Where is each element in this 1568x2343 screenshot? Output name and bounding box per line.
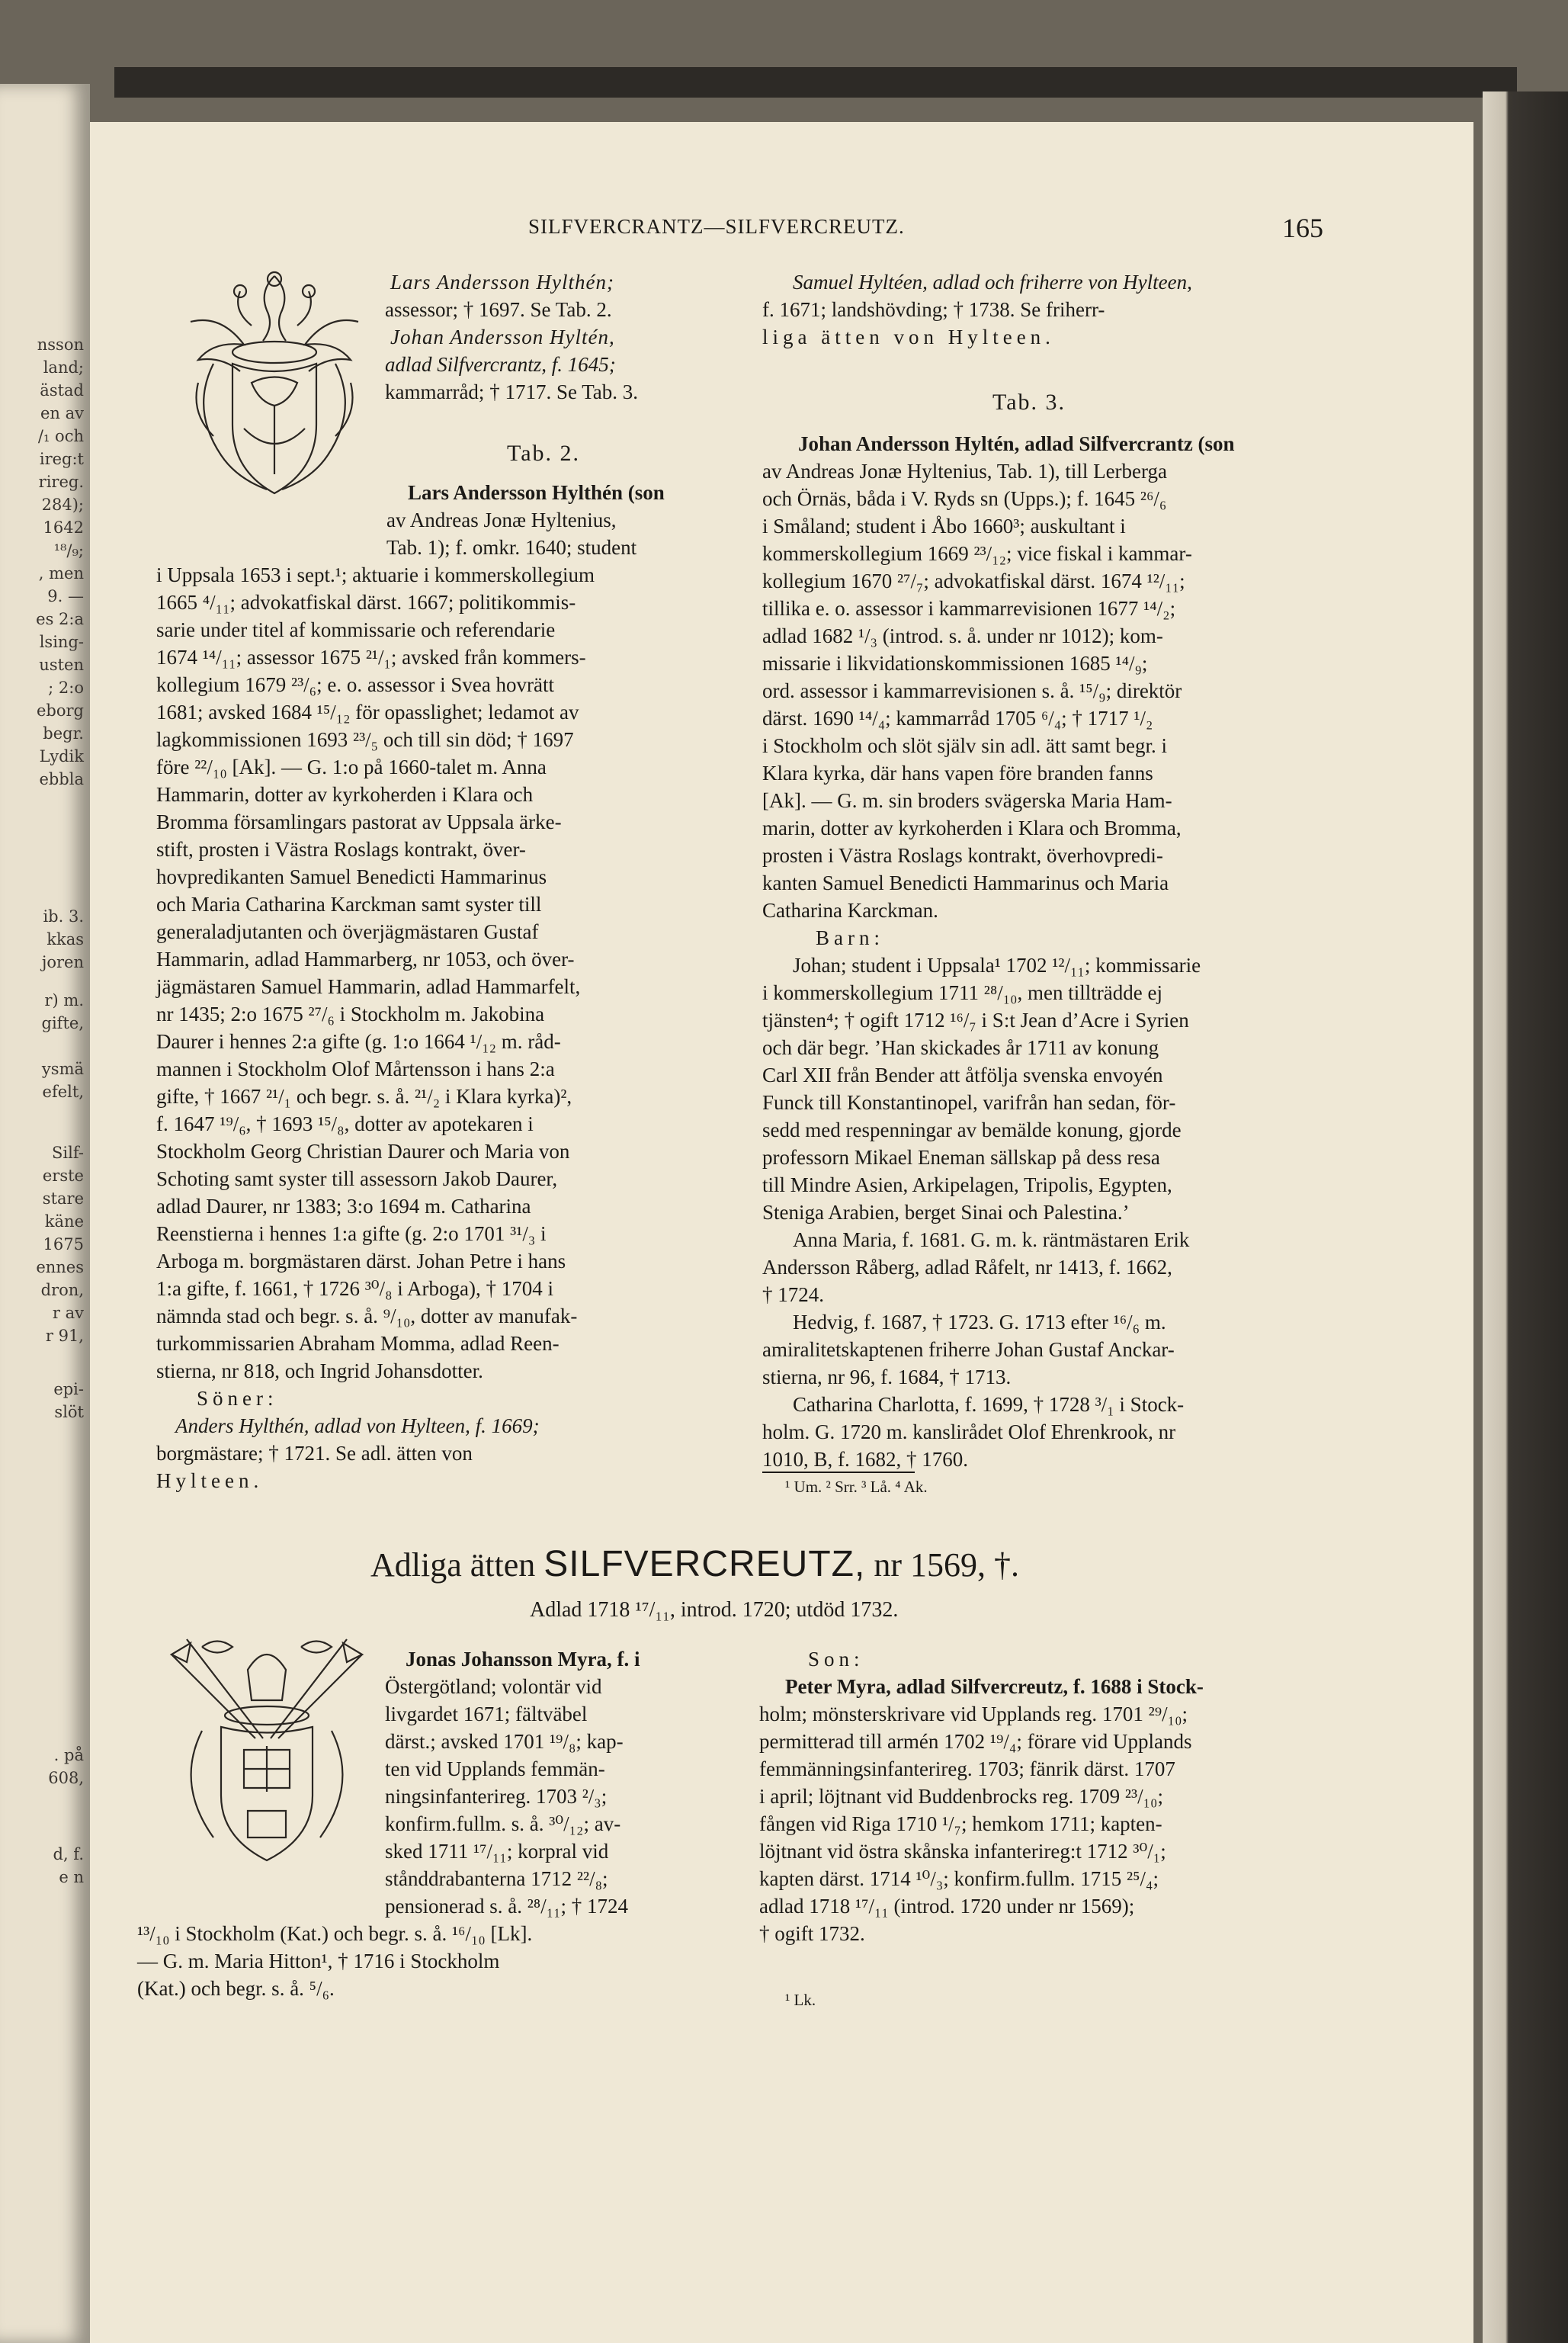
body-line: fången vid Riga 1710 ¹/₇; hemkom 1711; kapten- (759, 1812, 1162, 1835)
body-line: i april; löjtnant vid Buddenbrocks reg. 1709 ²³/₁₀; (759, 1785, 1163, 1808)
body-line: Schoting samt syster till assessorn Jakob Daurer, (156, 1167, 558, 1190)
barn-line: Steniga Arabien, berget Sinai och Palestina.’ (762, 1201, 1130, 1224)
margin-fragment: Silf- (52, 1144, 84, 1162)
margin-fragment: 1642 (43, 518, 84, 537)
footnote: ¹ Lk. (785, 1991, 816, 2009)
body-line: prosten i Västra Roslags kontrakt, överhovpredi- (762, 844, 1163, 867)
body-line: Lars Andersson Hylthén (son (408, 481, 665, 504)
margin-fragment: ib. 3. (43, 907, 84, 926)
section-title (370, 1543, 1019, 1585)
running-title: SILFVERCRANTZ—SILFVERCREUTZ. (528, 215, 905, 238)
margin-fragment: ¹⁸/₉; (53, 541, 84, 560)
body-line: ord. assessor i kammarrevisionen s. å. ¹⁵/₉; direktör (762, 679, 1182, 702)
body-line: därst.; avsked 1701 ¹⁹/₈; kap- (385, 1730, 624, 1753)
section-prefix: Adliga ätten (370, 1546, 536, 1584)
barn-line: Andersson Råberg, adlad Råfelt, nr 1413, f. 1662, (762, 1256, 1172, 1279)
body-line: Hammarin, adlad Hammarberg, nr 1053, och över- (156, 948, 575, 971)
body-line: ten vid Upplands femmän- (385, 1757, 605, 1780)
body-line: ningsinfanterireg. 1703 ²/₃; (385, 1785, 608, 1808)
body-line: f. 1647 ¹⁹/₆, † 1693 ¹⁵/₈, dotter av apotekaren i (156, 1112, 534, 1135)
barn-line: sedd med respenningar av bemälde konung, gjorde (762, 1119, 1182, 1141)
barn-line: † 1724. (762, 1283, 824, 1306)
body-line: av Andreas Jonæ Hyltenius, Tab. 1), till Lerberga (762, 460, 1168, 483)
body-line: adlad Daurer, nr 1383; 3:o 1694 m. Catharina (156, 1195, 531, 1218)
body-line: holm; mönsterskrivare vid Upplands reg. 1701 ²⁹/₁₀; (759, 1703, 1188, 1725)
facing-page-edge (0, 84, 90, 2343)
body-line: Tab. 1); f. omkr. 1640; student (386, 536, 637, 559)
barn-line: i kommerskollegium 1711 ²⁸/₁₀, men tillträdde ej (762, 981, 1162, 1004)
body-line: † ogift 1732. (759, 1922, 865, 1945)
barn-line: 1010, B, f. 1682, † 1760. (762, 1448, 968, 1471)
margin-fragment: e n (59, 1868, 84, 1886)
soner-line: Hylteen. (156, 1469, 264, 1492)
body-line: kommerskollegium 1669 ²³/₁₂; vice fiskal i kammar- (762, 542, 1192, 565)
margin-fragment: 284); (41, 496, 84, 514)
body-line: nämnda stad och begr. s. å. ⁹/₁₀, dotter av manufak- (156, 1305, 578, 1327)
body-line: turkommissarien Abraham Momma, adlad Reen- (156, 1332, 560, 1355)
margin-fragment: 9. — (47, 587, 84, 605)
barn-line: Catharina Charlotta, f. 1699, † 1728 ³/₁ i Stock- (793, 1393, 1185, 1416)
book-cover-top (114, 67, 1517, 98)
body-line: Stockholm Georg Christian Daurer och Maria von (156, 1140, 570, 1163)
barn-line: professorn Mikael Eneman sällskap på dess resa (762, 1146, 1160, 1169)
body-line: Peter Myra, adlad Silfvercreutz, f. 1688 i Stock- (785, 1675, 1204, 1698)
margin-fragment: , men (38, 564, 84, 583)
margin-fragment: gifte, (41, 1014, 84, 1032)
soner-line: borgmästare; † 1721. Se adl. ätten von (156, 1442, 473, 1465)
body-line: lagkommissionen 1693 ²³/₅ och till sin död; † 1697 (156, 728, 574, 751)
margin-fragment: 608, (48, 1769, 84, 1787)
barn-heading: Barn: (816, 926, 884, 949)
margin-fragment: eborg (37, 701, 84, 720)
body-line: i Stockholm och slöt själv sin adl. ätt samt begr. i (762, 734, 1167, 757)
margin-fragment: begr. (43, 724, 84, 743)
body-line: före ²²/₁₀ [Ak]. — G. 1:o på 1660-talet m. Anna (156, 756, 547, 778)
section-suffix: nr 1569, †. (874, 1546, 1019, 1584)
body-line: Reenstierna i hennes 1:a gifte (g. 2:o 1701 ³¹/₃ i (156, 1222, 547, 1245)
body-line: Arboga m. borgmästaren därst. Johan Petre i hans (156, 1250, 566, 1273)
soner-heading: Söner: (197, 1387, 278, 1410)
body-line: 1681; avsked 1684 ¹⁵/₁₂ för opasslighet; ledamot av (156, 701, 579, 724)
tab-heading: Tab. 2. (507, 441, 581, 466)
barn-line: och där begr. ’Han skickades år 1711 av konung (762, 1036, 1159, 1059)
body-line: adlad 1718 ¹⁷/₁₁ (introd. 1720 under nr 1569); (759, 1895, 1135, 1918)
margin-fragment: usten (39, 656, 84, 674)
body-line: kollegium 1670 ²⁷/₇; advokatfiskal därst. 1674 ¹²/₁₁; (762, 570, 1185, 592)
margin-fragment: joren (41, 953, 84, 971)
body-line: löjtnant vid östra skånska infanterireg:t 1712 ³⁰/₁; (759, 1840, 1166, 1863)
margin-fragment: stare (42, 1189, 84, 1208)
body-line: stånddrabanterna 1712 ²²/₈; (385, 1867, 608, 1890)
intro-line: Johan Andersson Hyltén, (390, 326, 615, 348)
margin-fragment: kkas (46, 930, 84, 948)
coat-of-arms-silfvercrantz (168, 268, 381, 520)
body-line: nr 1435; 2:o 1675 ²⁷/₆ i Stockholm m. Jakobina (156, 1003, 545, 1025)
body-line: i Småland; student i Åbo 1660³; auskultant i (762, 515, 1126, 538)
barn-line: tjänsten⁴; † ogift 1712 ¹⁶/₇ i S:t Jean d’Acre i Syrien (762, 1009, 1189, 1032)
margin-fragment: 1675 (43, 1235, 84, 1253)
margin-fragment: rireg. (38, 473, 84, 491)
body-line: 1:a gifte, f. 1661, † 1726 ³⁰/₈ i Arboga), † 1704 i (156, 1277, 554, 1300)
margin-fragment: r 91, (45, 1327, 84, 1345)
margin-fragment: ; 2:o (48, 679, 84, 697)
footnote: ¹ Um. ² Srr. ³ Lå. ⁴ Ak. (785, 1478, 928, 1496)
margin-fragment: nsson (37, 335, 84, 354)
body-line: Johan Andersson Hyltén, adlad Silfvercrantz (son (798, 432, 1235, 455)
intro-line: Lars Andersson Hylthén; (390, 271, 615, 294)
intro-line: kammarråd; † 1717. Se Tab. 3. (385, 380, 639, 403)
body-line: och Maria Catharina Karckman samt syster till (156, 893, 542, 916)
section-subline: Adlad 1718 ¹⁷/₁₁, introd. 1720; utdöd 1732. (530, 1598, 899, 1622)
page-number: 165 (1282, 213, 1323, 243)
margin-fragment: /₁ och (37, 427, 84, 445)
margin-fragment: d, f. (53, 1845, 84, 1863)
body-line: Klara kyrka, där hans vapen före branden fanns (762, 762, 1153, 785)
margin-fragment: r av (52, 1304, 84, 1322)
coat-of-arms-silfvercreutz (156, 1624, 377, 1876)
body-line: konfirm.fullm. s. å. ³⁰/₁₂; av- (385, 1812, 621, 1835)
body-line: missarie i likvidationskommissionen 1685 ¹⁴/₉; (762, 652, 1148, 675)
body-line: marin, dotter av kyrkoherden i Klara och Bromma, (762, 817, 1182, 839)
margin-fragment: ästad (40, 381, 84, 400)
body-line: Catharina Karckman. (762, 899, 938, 922)
body-line: sked 1711 ¹⁷/₁₁; korpral vid (385, 1840, 609, 1863)
body-line: Bromma församlingars pastorat av Uppsala ärke- (156, 810, 562, 833)
barn-line: Hedvig, f. 1687, † 1723. G. 1713 efter ¹⁶/₆ m. (793, 1311, 1166, 1334)
body-line: kapten därst. 1714 ¹⁰/₃; konfirm.fullm. 1715 ²⁵/₄; (759, 1867, 1159, 1890)
body-line: tillika e. o. assessor i kammarrevisionen 1677 ¹⁴/₂; (762, 597, 1176, 620)
margin-fragment: efelt, (42, 1083, 84, 1101)
body-line: sarie under titel af kommissarie och referendarie (156, 618, 556, 641)
body-line: stierna, nr 818, och Ingrid Johansdotter. (156, 1359, 483, 1382)
barn-line: Funck till Konstantinopel, varifrån han sedan, för- (762, 1091, 1176, 1114)
body-line: kanten Samuel Benedicti Hammarinus och Maria (762, 871, 1169, 894)
body-line: ¹³/₁₀ i Stockholm (Kat.) och begr. s. å. ¹⁶/₁₀ [Lk]. (137, 1922, 533, 1945)
body-line: permitterad till armén 1702 ¹⁹/₄; förare vid Upplands (759, 1730, 1192, 1753)
margin-fragment: r) m. (44, 991, 84, 1009)
intro-line: assessor; † 1697. Se Tab. 2. (385, 298, 612, 321)
body-line: Jonas Johansson Myra, f. i (406, 1648, 640, 1671)
body-line: av Andreas Jonæ Hyltenius, (386, 509, 617, 531)
body-line: jägmästaren Samuel Hammarin, adlad Hammarfelt, (156, 975, 581, 998)
tab-heading: Tab. 3. (992, 390, 1066, 415)
margin-fragment: käne (44, 1212, 84, 1231)
margin-fragment: epi- (53, 1380, 84, 1398)
body-line: Östergötland; volontär vid (385, 1675, 602, 1698)
barn-line: till Mindre Asien, Arkipelagen, Tripolis, Egypten, (762, 1173, 1172, 1196)
son-heading: Son: (808, 1648, 864, 1671)
body-line: Hammarin, dotter av kyrkoherden i Klara och (156, 783, 534, 806)
barn-line: amiralitetskaptenen friherre Johan Gustaf Anckar- (762, 1338, 1175, 1361)
body-line: kollegium 1679 ²³/₆; e. o. assessor i Svea hovrätt (156, 673, 555, 696)
body-line: [Ak]. — G. m. sin broders svägerska Maria Ham- (762, 789, 1172, 812)
section-name: SILFVERCREUTZ, (544, 1544, 866, 1584)
margin-fragment: en av (40, 404, 84, 422)
margin-fragment: dron, (40, 1281, 84, 1299)
margin-fragment: es 2:a (36, 610, 84, 628)
margin-fragment: . på (53, 1746, 84, 1764)
margin-fragment: ysmä (41, 1060, 84, 1078)
body-line: adlad 1682 ¹/₃ (introd. s. å. under nr 1012); kom- (762, 624, 1163, 647)
barn-line: holm. G. 1720 m. kanslirådet Olof Ehrenkrook, nr (762, 1420, 1176, 1443)
body-line: och Örnäs, båda i V. Ryds sn (Upps.); f. 1645 ²⁶/₆ (762, 487, 1167, 510)
intro-line: f. 1671; landshövding; † 1738. Se friherr- (762, 298, 1105, 321)
margin-fragment: lsing- (39, 633, 84, 651)
intro-line: Samuel Hyltéen, adlad och friherre von Hylteen, (793, 271, 1192, 294)
margin-fragment: erste (42, 1167, 84, 1185)
body-line: mannen i Stockholm Olof Mårtensson i hans 2:a (156, 1058, 555, 1080)
body-line: därst. 1690 ¹⁴/₄; kammarråd 1705 ⁶/₄; † 1717 ¹/₂ (762, 707, 1153, 730)
body-line: 1674 ¹⁴/₁₁; assessor 1675 ²¹/₁; avsked från kommers- (156, 646, 586, 669)
margin-fragment: ebbla (39, 770, 84, 788)
soner-line: Anders Hylthén, adlad von Hylteen, f. 1669; (175, 1414, 540, 1437)
intro-line: adlad Silfvercrantz, f. 1645; (385, 353, 616, 376)
body-line: livgardet 1671; fältväbel (385, 1703, 588, 1725)
margin-fragment: Lydik (39, 747, 84, 765)
body-line: — G. m. Maria Hitton¹, † 1716 i Stockholm (137, 1950, 500, 1972)
barn-line: Carl XII från Bender att åtfölja svenska envoyén (762, 1064, 1163, 1086)
body-line: hovpredikanten Samuel Benedicti Hammarinus (156, 865, 547, 888)
barn-line: Johan; student i Uppsala¹ 1702 ¹²/₁₁; kommissarie (793, 954, 1201, 977)
margin-fragment: land; (43, 358, 84, 377)
body-line: stift, prosten i Västra Roslags kontrakt, över- (156, 838, 526, 861)
body-line: Daurer i hennes 2:a gifte (g. 1:o 1664 ¹/₁₂ m. råd- (156, 1030, 561, 1053)
body-line: (Kat.) och begr. s. å. ⁵/₆. (137, 1977, 335, 2000)
barn-line: stierna, nr 96, f. 1684, † 1713. (762, 1366, 1012, 1388)
intro-line: liga ätten von Hylteen. (762, 326, 1055, 348)
body-line: femmänningsinfanterireg. 1703; fänrik därst. 1707 (759, 1757, 1175, 1780)
margin-fragment: slöt (54, 1403, 84, 1421)
margin-fragment: ennes (36, 1258, 84, 1276)
body-line: 1665 ⁴/₁₁; advokatfiskal därst. 1667; politikommis- (156, 591, 576, 614)
barn-line: Anna Maria, f. 1681. G. m. k. räntmästaren Erik (793, 1228, 1190, 1251)
book-cover-right (1483, 91, 1568, 2343)
body-line: i Uppsala 1653 i sept.¹; aktuarie i kommerskollegium (156, 563, 595, 586)
body-line: pensionerad s. å. ²⁸/₁₁; † 1724 (385, 1895, 629, 1918)
body-line: generaladjutanten och överjägmästaren Gustaf (156, 920, 539, 943)
margin-fragment: ireg:t (39, 450, 84, 468)
body-line: gifte, † 1667 ²¹/₁ och begr. s. å. ²¹/₂ i Klara kyrka)², (156, 1085, 572, 1108)
